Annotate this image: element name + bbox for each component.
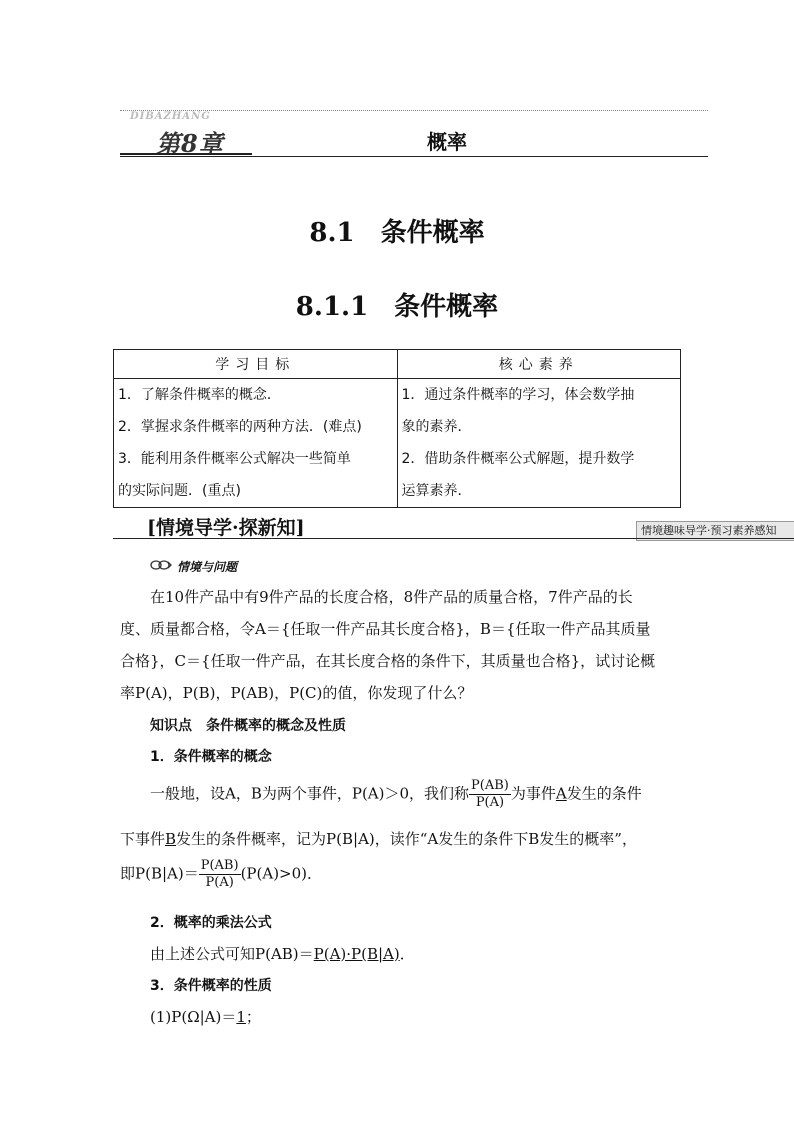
def2-text-c: 发生的条件概率，记为P(B|A)，读作“A发生的条件下B发生的概率”， (176, 830, 637, 848)
scenario-icon (150, 559, 172, 571)
fraction-pab-pa (469, 778, 511, 811)
item2-heading: 2．概率的乘法公式 (150, 915, 272, 931)
blank-prop1: 1 (236, 1008, 246, 1026)
chapter-title: 概率 (427, 130, 467, 154)
literacy-cell (397, 379, 681, 508)
fraction-denominator: P(A) (475, 795, 505, 810)
def-text-d: 发生的条件 (566, 784, 642, 803)
formula-suffix: (P(A)>0)． (240, 864, 323, 883)
scenario-line: 合格}，C＝{任取一件产品，在其长度合格的条件下，其质量也合格}，试讨论概 (120, 652, 656, 670)
scenario-label: 情境与问题 (177, 560, 238, 574)
literacy-line: 运算素养． (401, 483, 472, 499)
banner-rule (113, 538, 794, 539)
literacy-line: 1．通过条件概率的学习，体会数学抽 (401, 387, 635, 403)
goal-line: 的实际问题．(重点) (118, 483, 241, 499)
banner-tag: 情境趣味导学·预习素养感知 (636, 521, 794, 541)
goals-cell (114, 379, 398, 508)
header-rule (120, 156, 708, 157)
definition-line-1 (150, 778, 642, 811)
banner-title: [情境导学·探新知] (147, 517, 305, 539)
property-1-line (150, 1006, 261, 1027)
formula-line (120, 858, 322, 891)
item3-heading: 3．条件概率的性质 (150, 978, 272, 994)
goal-line: 3．能利用条件概率公式解决一些简单 (118, 451, 351, 467)
fraction-numerator: P(AB) (471, 778, 509, 793)
goals-header: 学习目标 (114, 350, 398, 379)
subsection-title: 8.1.1 条件概率 (295, 292, 499, 322)
section-title: 8.1 条件概率 (309, 218, 485, 248)
blank-multiplication: P(A)·P(B|A) (313, 945, 400, 963)
formula-numerator: P(AB) (200, 858, 239, 873)
prop1-text-a: (1)P(Ω|A)＝ (150, 1008, 237, 1026)
scenario-line: 度、质量都合格，令A＝{任取一件产品其长度合格}，B＝{任取一件产品其质量 (120, 620, 651, 638)
mult-text-a: 由上述公式可知P(AB)＝ (150, 945, 314, 963)
literacy-header: 核心素养 (397, 350, 681, 379)
scenario-line: 在10件产品中有9件产品的长度合格，8件产品的质量合格，7件产品的长 (150, 588, 633, 606)
definition-line-2 (120, 828, 637, 849)
goals-table (113, 349, 681, 508)
chapter-pinyin: DIBAZHANG (130, 111, 211, 122)
def-text-a: 一般地，设A，B为两个事件，P(A)＞0，我们称 (150, 784, 470, 803)
literacy-line: 象的素养． (401, 419, 472, 435)
blank-event-b: B (165, 830, 177, 848)
fraction-formula (199, 858, 241, 891)
formula-denominator: P(A) (205, 875, 234, 890)
multiplication-line (150, 943, 415, 964)
mult-text-c: ． (399, 945, 415, 963)
prop1-text-c: ； (245, 1008, 261, 1026)
chapter-number: 第8章 (156, 129, 224, 158)
scenario-line: 率P(A)，P(B)，P(AB)，P(C)的值，你发现了什么？ (120, 684, 473, 702)
knowledge-heading: 知识点 条件概率的概念及性质 (150, 718, 346, 734)
blank-event-a: A (555, 784, 567, 803)
item1-heading: 1．条件概率的概念 (150, 749, 272, 765)
goal-line: 1．了解条件概率的概念． (118, 387, 281, 403)
goal-line: 2．掌握求条件概率的两种方法．(难点) (118, 419, 362, 435)
literacy-line: 2．借助条件概率公式解题，提升数学 (401, 451, 635, 467)
def-text-b: 为事件 (510, 784, 556, 803)
formula-prefix: 即P(B|A)＝ (120, 864, 199, 883)
def2-text-a: 下事件 (120, 830, 166, 848)
